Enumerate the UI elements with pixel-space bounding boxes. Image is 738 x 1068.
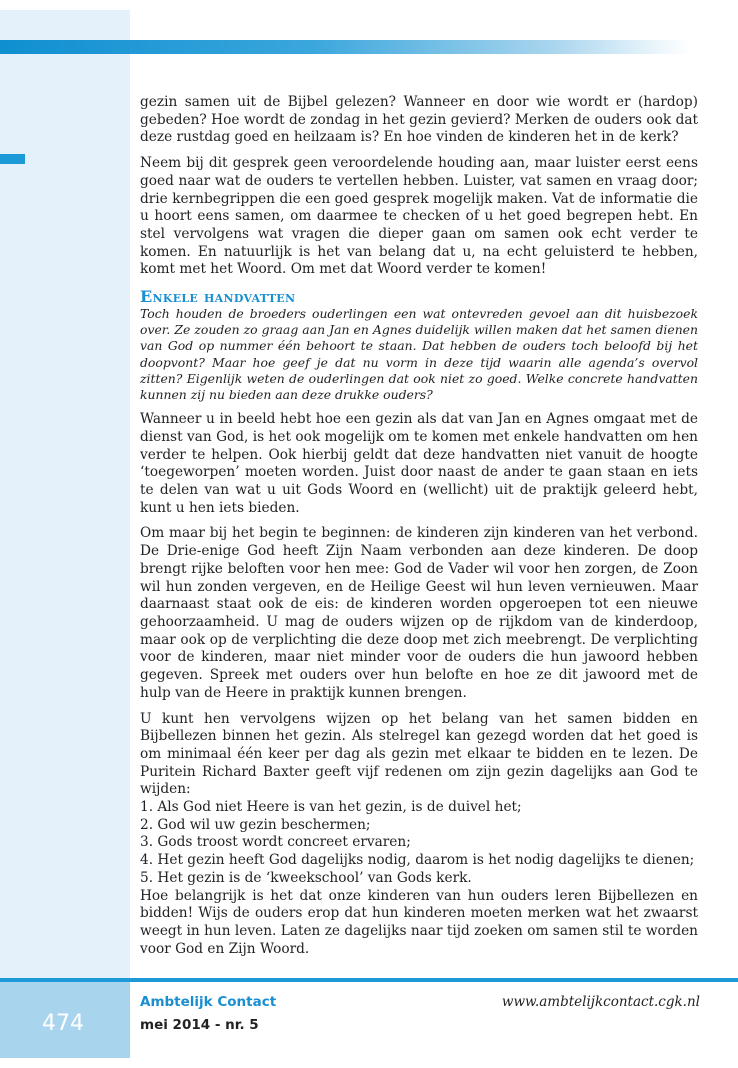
article-paragraph-6: Hoe belangrijk is het dat onze kinderen van hun ouders leren Bijbellezen en bidden! Wijs de ouders erop dat hun kinderen moeten merken wat het zwaarst weegt in hun leven. Laten ze dagelijks naar tijd zoeken om samen stil te worden voor God en Zijn Woord. [140, 887, 698, 957]
reason-item-1: 1. Als God niet Heere is van het gezin, is de duivel het; [140, 799, 522, 816]
website-link[interactable]: www.ambtelijkcontact.cgk.nl [501, 994, 700, 1010]
article-body [140, 94, 698, 958]
side-tab-marker [0, 154, 25, 164]
article-paragraph-4: Om maar bij het begin te beginnen: de kinderen zijn kinderen van het verbond. De Drie-enige God heeft Zijn Naam verbonden aan deze kinderen. De doop brengt rijke beloften voor hen mee: God de Vader wil voor hen zorgen, de Zoon wil hun zonden vergeven, en de Heilige Geest wil hun leven vernieuwen. Maar daarnaast staat ook de eis: de kinderen worden opgeroepen tot een nieuwe gehoorzaamheid. U mag de ouders wijzen op de rijkdom van de kinderdoop, maar ook op de verplichting die deze doop met zich meebrengt. De verplichting voor de kinderen, maar niet minder voor de ouders die hun jawoord hebben gegeven. Spreek met ouders over hun belofte en hoe ze dit jawoord met de hulp van de Heere in praktijk kunnen brengen. [140, 525, 698, 701]
article-paragraph-2: Neem bij dit gesprek geen veroordelende houding aan, maar luister eerst eens goed naar wat de ouders te vertellen hebben. Luister, vat samen en vraag door; drie kernbegrippen die een goed gesprek mogelijk maken. Vat de informatie die u hoort eens samen, om daarmee te checken of u het goed begrepen hebt. En stel vervolgens wat vragen die dieper gaan om samen ook echt verder te komen. En natuurlijk is het van belang dat u, na echt geluisterd te hebben, komt met het Woord. Om met dat Woord verder te komen! [140, 155, 698, 278]
page-number: 474 [42, 1011, 84, 1036]
sidebar-panel [0, 10, 130, 1058]
article-paragraph-5-block [140, 711, 698, 959]
reason-item-2: 2. God wil uw gezin beschermen; [140, 816, 371, 833]
reason-item-4: 4. Het gezin heeft God dagelijks nodig, daarom is het nodig dagelijks te dienen; [140, 852, 695, 869]
article-paragraph-1: gezin samen uit de Bijbel gelezen? Wanneer en door wie wordt er (hardop) gebeden? Hoe wordt de zondag in het gezin gevierd? Merken de ouders ook dat deze rustdag goed en heilzaam is? En hoe vinden de kinderen het in de kerk? [140, 94, 698, 146]
article-paragraph-3: Wanneer u in beeld hebt hoe een gezin als dat van Jan en Agnes omgaat met de dienst van God, is het ook mogelijk om te komen met enkele handvatten om hen verder te helpen. Ook hierbij geldt dat deze handvatten niet vanuit de hoogte ‘toegeworpen’ moeten worden. Juist door naast de ander te gaan staan en iets te delen van wat u uit Gods Woord en (wellicht) uit de praktijk geleerd hebt, kunt u hen iets bieden. [140, 411, 698, 516]
issue-label: mei 2014 - nr. 5 [140, 1017, 259, 1033]
publication-name: Ambtelijk Contact [140, 994, 277, 1010]
section-heading: Enkele handvatten [140, 287, 296, 307]
reason-item-5: 5. Het gezin is de ‘kweekschool’ van Gods kerk. [140, 869, 472, 886]
reason-item-3: 3. Gods troost wordt concreet ervaren; [140, 834, 411, 851]
header-gradient-bar [0, 40, 690, 54]
section-intro: Toch houden de broeders ouderlingen een wat ontevreden gevoel aan dit huisbezoek over. Ze zouden zo graag aan Jan en Agnes duidelijk willen maken dat het samen dienen van God op nummer één behoort te staan. Dat hebben de ouders toch beloofd bij het doopvont? Maar hoe geef je dat nu vorm in deze tijd waarin alle agenda’s overvol zitten? Eigenlijk weten de ouderlingen dat ook niet zo goed. Welke concrete handvatten kunnen zij nu bieden aan deze drukke ouders? [140, 306, 698, 403]
article-paragraph-5: U kunt hen vervolgens wijzen op het belang van het samen bidden en Bijbellezen binnen het gezin. Als stelregel kan gezegd worden dat het goed is om minimaal één keer per dag als gezin met elkaar te bidden en te lezen. De Puritein Richard Baxter geeft vijf redenen om zijn gezin dagelijks aan God te wijden: [140, 710, 698, 798]
